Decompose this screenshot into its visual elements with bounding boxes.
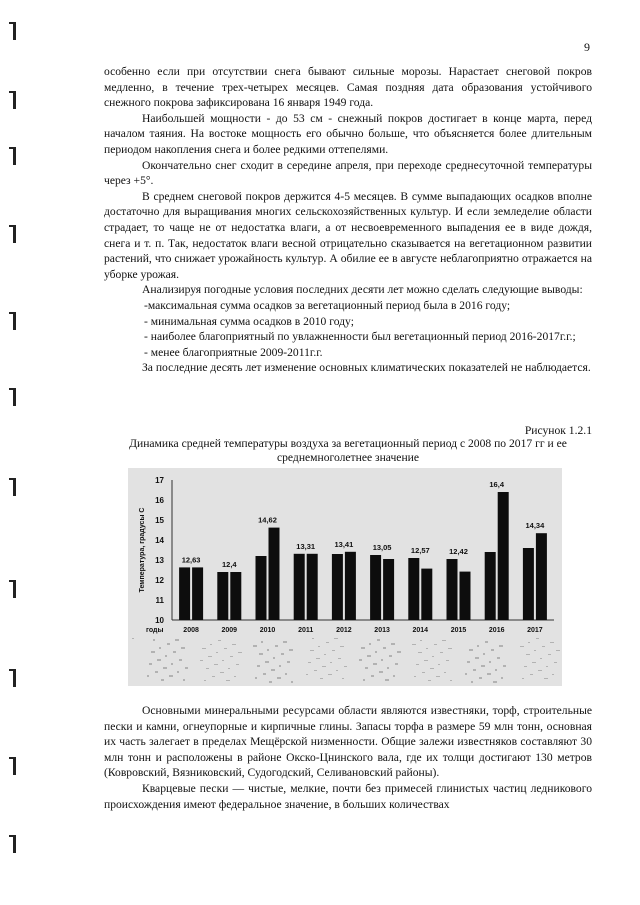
scan-speckle [487,673,491,675]
list-item: - наиболее благоприятный по увлажненности был вегетационный период 2016-2017г.г.; [144,330,576,344]
scan-speckle [281,653,284,655]
data-label: 16,4 [489,480,505,489]
binder-mark [13,580,16,598]
scan-speckle [432,656,434,657]
scan-speckle [536,638,539,639]
scan-speckle [552,674,554,675]
scan-speckle [228,668,230,669]
binder-mark [13,91,16,109]
scan-speckle [285,673,287,675]
scan-speckle [273,657,275,659]
data-label: 12,42 [449,547,468,556]
scan-speckle [371,675,374,677]
scan-speckle [326,642,329,643]
scan-speckle [393,675,395,677]
scan-speckle [275,645,278,647]
y-tick-label: 17 [155,476,164,485]
scan-speckle [210,644,212,645]
data-label: 12,4 [221,560,237,569]
scan-speckle [202,648,206,649]
scan-speckle [361,647,365,649]
scan-speckle [344,666,347,667]
scan-speckle [522,678,524,679]
scan-speckle [475,657,479,659]
scan-speckle [338,658,341,659]
scan-speckle [183,679,185,681]
bar-2011-s1 [294,554,305,620]
scan-speckle [214,664,218,665]
x-tick-label: 2010 [259,627,276,634]
scan-speckle [377,639,380,641]
scan-speckle [220,672,224,673]
binder-mark [13,757,16,775]
scan-speckle [267,649,269,651]
data-label: 12,63 [181,555,201,565]
scan-speckle [265,661,269,663]
bar-2010-s1 [256,556,267,620]
scan-speckle [389,655,392,657]
scan-speckle [261,641,263,643]
scan-speckle [556,650,560,651]
y-tick-label: 15 [155,516,164,525]
paragraph: Окончательно снег сходит в середине апреля, при переходе среднесуточной температуры через +5°. [104,158,592,188]
data-label: 13,31 [296,541,316,551]
scan-speckle [438,664,440,665]
scan-speckle [287,661,290,663]
y-tick-label: 11 [155,596,164,605]
binder-mark [13,312,16,330]
scan-speckle [381,659,383,661]
binder-mark [13,388,16,406]
scan-speckle [159,647,161,649]
scan-speckle [440,652,443,653]
scan-speckle [171,663,173,665]
scan-speckle [485,641,488,643]
data-label: 12,57 [410,546,430,555]
scan-speckle [524,666,527,667]
x-tick-label: 2016 [488,627,505,634]
scan-speckle [226,680,230,681]
scan-speckle [230,656,233,657]
x-tick-label: 2014 [412,627,429,634]
scan-speckle [263,673,266,675]
chart-svg [128,468,562,686]
scan-speckle [471,681,473,683]
paragraph: За последние десять лет изменение основных климатических показателей не наблюдается. [142,361,591,375]
scan-speckle [444,672,446,673]
paragraph: Наибольшей мощности - до 53 см - снежный покров достигает в конце марта, перед началом таяния. На востоке мощность его обычно больше, что объясняется более длительным периодом накопления снега и более редкими оттепелями. [104,111,592,156]
scan-speckle [497,657,500,659]
scan-speckle [422,672,425,673]
bar-2017-s2 [536,533,547,620]
bar-2012-s1 [332,554,343,620]
scan-speckle [501,677,503,679]
scan-speckle [306,674,308,675]
scan-speckle [167,643,170,645]
data-label: 14,62 [258,515,277,525]
data-label: 13,41 [334,539,354,549]
x-tick-label: 2015 [450,627,467,634]
scan-speckle [526,654,530,655]
scan-speckle [200,660,203,661]
scan-speckle [224,648,227,649]
scan-speckle [253,645,257,647]
scan-speckle [491,649,494,651]
scan-speckle [328,674,332,675]
scan-speckle [442,640,446,641]
scan-speckle [530,674,533,675]
scan-speckle [330,662,332,663]
scan-speckle [277,677,281,679]
scan-speckle [336,670,338,671]
scan-speckle [165,655,167,657]
scan-speckle [483,653,485,655]
y-tick-label: 14 [155,536,164,545]
scan-speckle [324,654,326,655]
bar-2014-s1 [408,558,419,620]
scan-speckle [446,660,449,661]
scan-speckle [436,676,440,677]
scan-speckle [542,646,545,647]
scan-speckle [181,647,185,649]
binder-mark [13,835,16,853]
x-tick-label: 2011 [298,627,314,634]
binder-mark [13,478,16,496]
scan-speckle [359,659,362,661]
data-label: 14,34 [525,521,545,531]
scan-speckle [426,648,428,649]
scan-speckle [373,663,377,665]
scan-speckle [473,669,476,671]
scan-speckle [283,641,287,643]
scan-speckle [420,640,422,641]
scan-speckle [532,662,536,663]
scan-speckle [414,676,416,677]
scan-speckle [318,646,320,647]
scan-speckle [279,665,281,667]
scan-speckle [397,651,401,653]
scan-speckle [132,638,134,639]
binder-mark [13,225,16,243]
bar-2010-s2 [269,528,280,620]
scan-speckle [161,679,164,681]
scan-speckle [363,679,365,681]
scan-speckle [151,651,155,653]
scan-speckle [469,649,473,651]
bar-2011-s2 [307,554,318,620]
scan-speckle [520,646,524,647]
scan-speckle [173,651,176,653]
scan-speckle [387,667,389,669]
scan-speckle [430,668,434,669]
paragraph: Анализируя погодные условия последних десяти лет можно сделать следующие выводы: [142,283,583,297]
figure-label: Рисунок 1.2.1 [524,424,592,437]
scan-speckle [385,679,389,681]
scan-speckle [546,666,548,667]
scan-speckle [259,653,263,655]
paragraph: Кварцевые пески — чистые, мелкие, почти без примесей глинистых частиц ледникового происхождения имеют федеральное значение, в больших количествах [104,781,592,811]
scan-speckle [308,662,311,663]
scan-speckle [147,675,149,677]
text-top [104,64,592,376]
scan-speckle [310,650,314,651]
binder-mark [13,147,16,165]
scan-speckle [465,673,467,675]
scan-speckle [481,665,485,667]
scan-speckle [450,680,452,681]
scan-speckle [179,659,182,661]
scan-speckle [467,661,470,663]
scan-speckle [342,678,344,679]
x-tick-label: 2009 [221,627,238,634]
scan-speckle [554,662,557,663]
scan-speckle [232,644,236,645]
scan-speckle [157,659,161,661]
scan-speckle [365,667,368,669]
scan-speckle [222,660,224,661]
bar-2016-s2 [498,492,509,620]
scan-speckle [495,669,497,671]
scan-speckle [334,638,338,639]
bar-2009-s1 [217,572,228,620]
scan-speckle [412,644,416,645]
scan-speckle [416,664,419,665]
scan-speckle [489,661,491,663]
scan-speckle [271,669,275,671]
bar-2017-s1 [523,548,534,620]
scan-speckle [234,676,236,677]
scan-speckle [369,643,371,645]
scan-speckle [503,665,506,667]
bar-2013-s2 [383,559,394,620]
y-tick-label: 13 [155,556,164,565]
bar-2015-s2 [460,572,471,620]
scan-speckle [395,663,398,665]
x-tick-label: 2008 [183,627,199,634]
scan-speckle [204,680,206,681]
scan-speckle [169,675,173,677]
scan-speckle [540,658,542,659]
scan-speckle [391,643,395,645]
binder-mark [13,22,16,40]
scan-speckle [448,648,452,649]
scan-speckle [255,677,257,679]
bar-2008-s2 [192,567,203,620]
scan-speckle [206,668,209,669]
bar-2012-s2 [345,552,356,620]
scan-speckle [175,639,179,641]
scan-speckle [269,681,272,683]
y-tick-label: 16 [155,496,164,505]
paragraph: В среднем снеговой покров держится 4-5 месяцев. В сумме выпадающих осадков вполне достаточно для выращивания многих сельскохозяйственных культур. И если земледелие области страдает, то чаще не от недостатка влаги, а от несвоевременного выпадения ее в виде дождя, снега и т. п. Так, недостаток влаги весной отрицательно сказывается на вегетационном развитии растений, что снижает урожайность культур. А обилие ее в августе неблагоприятно отражается на уборке урожая. [104,189,592,281]
x-tick-label: 2017 [527,627,543,634]
scan-speckle [548,654,551,655]
bar-2009-s2 [230,572,241,620]
scan-speckle [418,652,422,653]
scan-speckle [367,655,371,657]
scan-speckle [424,660,428,661]
scan-speckle [322,666,326,667]
scan-speckle [153,639,155,641]
y-axis-label: Температура, градусы С [139,507,146,593]
scan-speckle [383,647,386,649]
x-tick-label: 2013 [374,627,390,634]
scan-speckle [236,664,239,665]
scan-speckle [544,678,548,679]
scan-speckle [340,646,344,647]
text-bottom [104,703,592,812]
scan-speckle [320,678,323,679]
data-label: 13,05 [372,543,392,552]
bar-2015-s1 [447,559,458,620]
bar-2008-s1 [179,567,190,620]
temperature-chart [128,468,562,686]
scan-speckle [538,670,542,671]
paragraph: Основными минеральными ресурсами области являются известняки, торф, строительные пески и камни, огнеупорные и кирпичные глины. Запасы торфа в размере 59 млн тонн, основная их часть залегает в пределах Мещёрской низменности. Общие залежи известняков составляют 30 млн тонн и расположены в районе Окско-Цнинского вала, где их толщи достигают 130 метров (Ковровский, Вязниковский, Судогодский, Селивановский районы). [104,704,592,780]
scan-speckle [428,680,431,681]
list-item: -максимальная сумма осадков за вегетационный период была в 2016 году; [144,298,511,312]
bar-2014-s2 [421,569,432,620]
page-number: 9 [584,40,590,54]
scan-speckle [312,638,314,639]
scan-speckle [185,667,188,669]
bar-2013-s1 [370,555,381,620]
scan-speckle [499,645,503,647]
scan-speckle [257,665,260,667]
scan-speckle [208,656,212,657]
scan-speckle [216,652,218,653]
y-tick-label: 12 [155,576,164,585]
scan-speckle [155,671,158,673]
scan-speckle [238,652,242,653]
scan-speckle [434,644,437,645]
scan-speckle [493,681,497,683]
scan-speckle [289,649,293,651]
scan-speckle [177,671,179,673]
list-item: - минимальная сумма осадков в 2010 году; [144,314,354,328]
binder-mark [13,669,16,687]
figure-caption: Динамика средней температуры воздуха за вегетационный период с 2008 по 2017 гг и ее среднемноголетнее значение [129,437,567,464]
scan-speckle [550,642,554,643]
scan-speckle [314,670,317,671]
scan-speckle [163,667,167,669]
x-axis-label: годы [146,627,164,634]
bar-2016-s1 [485,552,496,620]
y-tick-label: 10 [155,616,164,625]
scan-speckle [375,651,377,653]
scan-speckle [332,650,335,651]
scan-speckle [479,677,482,679]
scan-speckle [534,650,536,651]
paragraph: особенно если при отсутствии снега бывают сильные морозы. Нарастает снеговой покров медленно, в течение трех-четырех месяцев. Самая поздняя дата образования устойчивого снежного покрова зафиксирована 16 января 1949 года. [104,65,592,110]
scan-speckle [212,676,215,677]
x-tick-label: 2012 [336,627,352,634]
scan-speckle [291,681,293,683]
scan-speckle [379,671,383,673]
scan-speckle [316,658,320,659]
scan-speckle [149,663,152,665]
scan-speckle [477,645,479,647]
list-item: - менее благоприятные 2009-2011г.г. [144,345,323,359]
scan-speckle [218,640,221,641]
scan-speckle [528,642,530,643]
